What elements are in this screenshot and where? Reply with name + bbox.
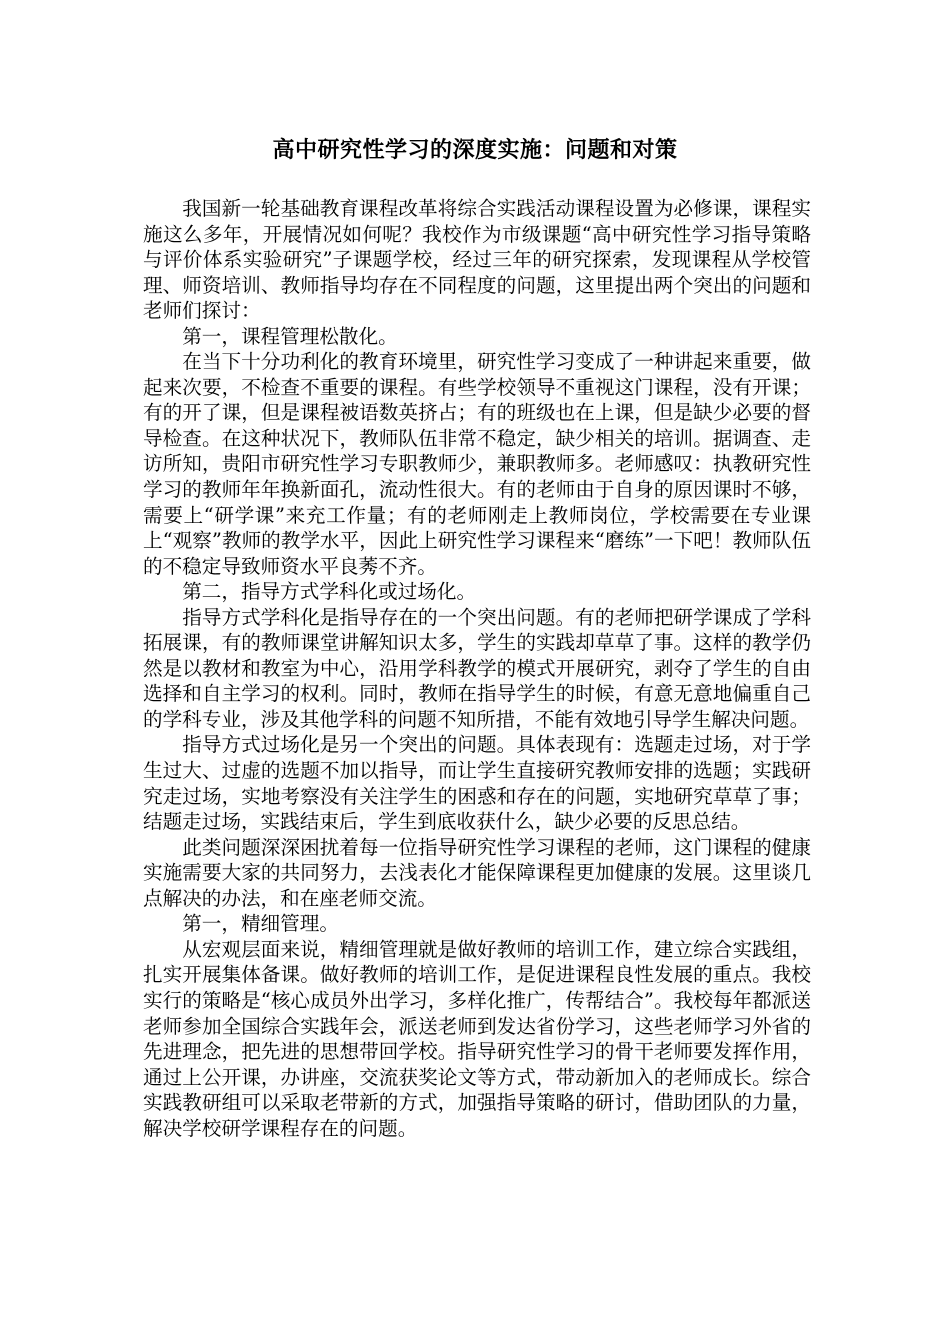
document-body — [143, 196, 811, 1141]
paragraph-intro: 我国新一轮基础教育课程改革将综合实践活动课程设置为必修课，课程实施这么多年，开展情况如何呢？我校作为市级课题“高中研究性学习指导策略与评价体系实验研究”子课题学校，经过三年的研究探索，发现课程从学校管理、师资培训、教师指导均存在不同程度的问题，这里提出两个突出的问题和老师们探讨： — [143, 197, 811, 323]
heading-problem-2: 第二，指导方式学科化或过场化。 — [182, 580, 477, 604]
paragraph-solution-1: 从宏观层面来说，精细管理就是做好教师的培训工作，建立综合实践组，扎实开展集体备课。做好教师的培训工作，是促进课程良性发展的重点。我校实行的策略是“核心成员外出学习，多样化推广，传帮结合”。我校每年都派送老师参加全国综合实践年会，派送老师到发达省份学习，这些老师学习外省的先进理念，把先进的思想带回学校。指导研究性学习的骨干老师要发挥作用，通过上公开课，办讲座，交流获奖论文等方式，带动新加入的老师成长。综合实践教研组可以采取老带新的方式，加强指导策略的研讨，借助团队的力量，解决学校研学课程存在的问题。 — [143, 937, 811, 1140]
heading-solution-1: 第一，精细管理。 — [182, 912, 339, 936]
document-title: 高中研究性学习的深度实施：问题和对策 — [272, 137, 678, 163]
heading-problem-1: 第一，课程管理松散化。 — [182, 324, 398, 348]
paragraph-transition: 此类问题深深困扰着每一位指导研究性学习课程的老师，这门课程的健康实施需要大家的共同努力，去浅表化才能保障课程更加健康的发展。这里谈几点解决的办法，和在座老师交流。 — [143, 835, 811, 910]
paragraph-problem-1: 在当下十分功利化的教育环境里，研究性学习变成了一种讲起来重要，做起来次要，不检查不重要的课程。有些学校领导不重视这门课程，没有开课；有的开了课，但是课程被语数英挤占；有的班级也在上课，但是缺少必要的督导检查。在这种状况下，教师队伍非常不稳定，缺少相关的培训。据调查、走访所知，贵阳市研究性学习专职教师少，兼职教师多。老师感叹：执教研究性学习的教师年年换新面孔，流动性很大。有的老师由于自身的原因课时不够，需要上“研学课”来充工作量；有的老师刚走上教师岗位，学校需要在专业课上“观察”教师的教学水平，因此上研究性学习课程来“磨练”一下吧！教师队伍的不稳定导致师资水平良莠不齐。 — [143, 350, 811, 578]
paragraph-problem-2b: 指导方式过场化是另一个突出的问题。具体表现有：选题走过场，对于学生过大、过虚的选题不加以指导，而让学生直接研究教师安排的选题；实践研究走过场，实地考察没有关注学生的困惑和存在的问题，实地研究草草了事；结题走过场，实践结束后，学生到底收获什么，缺少必要的反思总结。 — [143, 733, 811, 834]
paragraph-problem-2a: 指导方式学科化是指导存在的一个突出问题。有的老师把研学课成了学科拓展课，有的教师课堂讲解知识太多，学生的实践却草草了事。这样的教学仍然是以教材和教室为中心，沿用学科教学的模式开展研究，剥夺了学生的自由选择和自主学习的权利。同时，教师在指导学生的时候，有意无意地偏重自己的学科专业，涉及其他学科的问题不知所措，不能有效地引导学生解决问题。 — [143, 605, 811, 731]
